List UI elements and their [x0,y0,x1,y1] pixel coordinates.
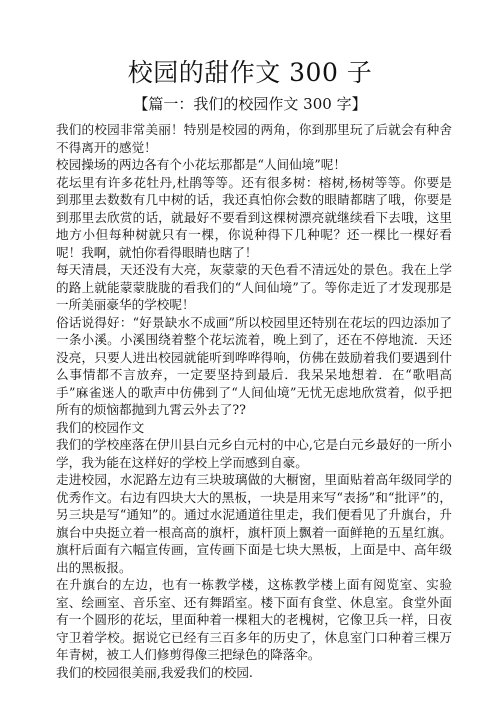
paragraph: 花坛里有许多花牡丹,杜鹃等等。还有很多树：榕树,杨树等等。你要是到那里去数数有几中树的话，我还真怕你会数的眼睛都瞎了哦，你要是到那里去欣赏的话，就最好不要看到这棵树漂亮就继续看下去哦，这里地方小但每种树就只有一棵，你说种得下几种呢？还一棵比一棵好看呢！我啊，就怕你看得眼睛也瞎了！ [56,174,452,260]
document-title: 校园的甜作文 300 子 [127,58,373,87]
paragraph: 走进校园，水泥路左边有三块玻璃做的大橱窗，里面贴着高年级同学的优秀作文。右边有四块大大的黑板，一块是用来写“表扬”和“批评”的，另三块是写“通知”的。通过水泥通道往里走，我们便看见了升旗台，升旗台中央挺立着一根高高的旗杆，旗杆顶上飘着一面鲜艳的五星红旗。旗杆后面有六幅宣传画，宣传画下面是七块大黑板，上面是中、高年级出的黑板报。 [56,472,452,575]
paragraph: 校园操场的两边各有个小花坛那都是“人间仙境”呢！ [56,157,346,172]
paragraph: 我们的校园非常美丽！特别是校园的两角，你到那里玩了后就会有种舍不得离开的感觉！ [56,122,452,155]
document-body [56,121,452,681]
paragraph: 每天清晨，天还没有大亮，灰蒙蒙的天色看不清远处的景色。我在上学的路上就能蒙蒙胧胧的看我们的“人间仙境”了。等你走近了才发现那是一所美丽豪华的学校呢！ [56,262,452,312]
paragraph: 俗话说得好：“好景缺水不成画”所以校园里还特别在花坛的四边添加了一条小溪。小溪围绕着整个花坛流着，晚上到了，还在不停地流．天还没亮，只要人进出校园就能听到哗哗得响，仿佛在鼓励着我们要遇到什么事情都不言放弃，一定要坚持到最后．我呆呆地想着．在“歌唱高手”麻雀迷人的歌声中仿佛到了“人间仙境”无忧无虑地欣赏着，似乎把所有的烦恼都抛到九霄云外去了?? [56,314,452,417]
paragraph: 在升旗台的左边，也有一栋教学楼，这栋教学楼上面有阅览室、实验室、绘画室、音乐室、还有舞蹈室。楼下面有食堂、休息室。食堂外面有一个圆形的花坛，里面种着一棵粗大的老槐树，它像卫兵一样，日夜守卫着学校。据说它已经有三百多年的历史了，休息室门口种着三棵万年青树，被工人们修剪得像三把绿色的降落伞。 [56,577,452,662]
section-heading: 我们的校园作文 [56,419,145,435]
paragraph: 我们的学校座落在伊川县白元乡白元村的中心,它是白元乡最好的一所小学，我为能在这样好的学校上学而感到自豪。 [56,437,452,470]
document-subtitle: 【篇一：我们的校园作文 300 字】 [133,95,367,113]
paragraph: 我们的校园很美丽,我爱我们的校园. [56,664,253,680]
